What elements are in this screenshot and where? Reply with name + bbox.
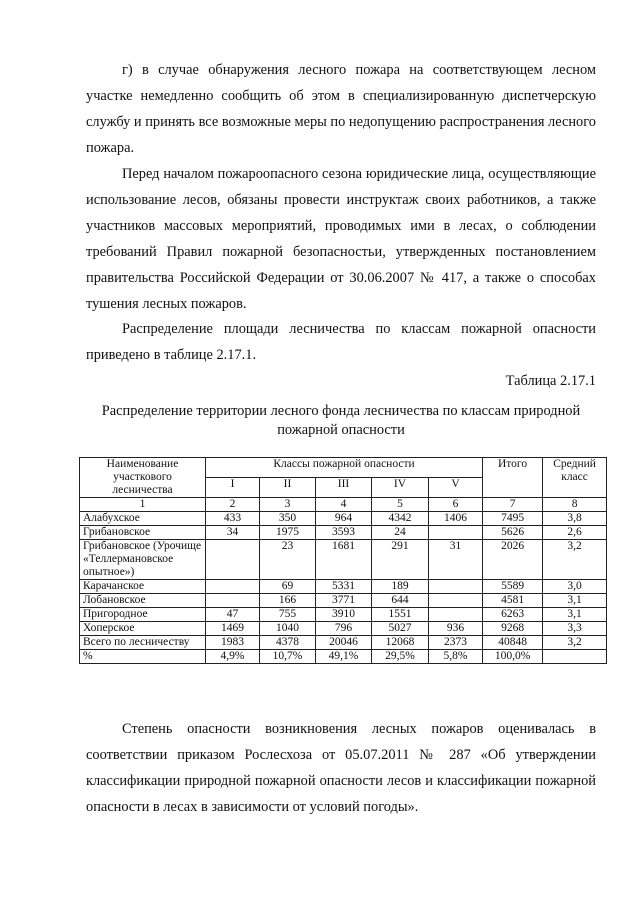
table-row xyxy=(80,608,607,622)
table-cell: 69 xyxy=(260,580,316,594)
table-cell: 3,8 xyxy=(543,512,607,526)
paragraph-table-reference: Распределение площади лесничества по классам пожарной опасности приведено в таблице 2.17.1. xyxy=(86,321,596,363)
index-cell: 6 xyxy=(429,498,483,512)
table-cell xyxy=(429,608,483,622)
table-cell: 31 xyxy=(429,540,483,580)
table-cell: 1406 xyxy=(429,512,483,526)
table-row xyxy=(80,580,607,594)
table-cell: 3910 xyxy=(316,608,372,622)
table-row xyxy=(80,650,607,664)
row-name-cell: Хоперское xyxy=(80,622,206,636)
table-cell: 2,6 xyxy=(543,526,607,540)
table-cell: 4581 xyxy=(483,594,543,608)
index-cell: 2 xyxy=(206,498,260,512)
table-cell: 12068 xyxy=(372,636,429,650)
table-cell: 964 xyxy=(316,512,372,526)
table-cell xyxy=(206,594,260,608)
table-cell: 166 xyxy=(260,594,316,608)
header-class-2: II xyxy=(260,478,316,498)
header-name: Наименование участкового лесничества xyxy=(80,458,206,498)
table-body xyxy=(80,512,607,664)
table-cell: 9268 xyxy=(483,622,543,636)
row-name-cell: Пригородное xyxy=(80,608,206,622)
table-header-row xyxy=(80,458,607,478)
table-cell: 5027 xyxy=(372,622,429,636)
header-avg-class: Средний класс xyxy=(543,458,607,498)
paragraph-fire-season-instruction: Перед началом пожароопасного сезона юридические лица, осуществляющие использование лесов, обязаны провести инструктаж своих работников, а также участников массовых мероприятий, проводимых ими в лесах, о соблюдении требований Правил пожарной безопасностьи, утвержденных постановлением правительства Российской Федерации от 30.06.2007 № 417, а также о способах тушения лесных пожаров. xyxy=(86,166,596,312)
table-cell: 350 xyxy=(260,512,316,526)
table-cell: 1983 xyxy=(206,636,260,650)
table-row xyxy=(80,636,607,650)
table-cell: 34 xyxy=(206,526,260,540)
table-cell: 49,1% xyxy=(316,650,372,664)
table-cell: 3,1 xyxy=(543,608,607,622)
table-cell: 5626 xyxy=(483,526,543,540)
header-class-4: IV xyxy=(372,478,429,498)
table-cell: 433 xyxy=(206,512,260,526)
table-cell xyxy=(206,540,260,580)
table-cell: 3,3 xyxy=(543,622,607,636)
table-row xyxy=(80,512,607,526)
table-cell: 3,1 xyxy=(543,594,607,608)
table-cell: 3,2 xyxy=(543,636,607,650)
header-class-5: V xyxy=(429,478,483,498)
table-cell: 1469 xyxy=(206,622,260,636)
table-row xyxy=(80,540,607,580)
table-cell xyxy=(429,580,483,594)
table-row xyxy=(80,622,607,636)
table-cell: 40848 xyxy=(483,636,543,650)
table-cell xyxy=(429,526,483,540)
table-cell xyxy=(543,650,607,664)
paragraph-fire-reporting: г) в случае обнаружения лесного пожара на соответствующем лесном участке немедленно сообщить об этом в специализированную диспетчерскую службу и принять все возможные меры по недопущению распространения лесного пожара. xyxy=(86,62,596,156)
table-cell: 1040 xyxy=(260,622,316,636)
table-cell: 291 xyxy=(372,540,429,580)
table-cell xyxy=(206,580,260,594)
table-cell: 4342 xyxy=(372,512,429,526)
table-cell: 3,0 xyxy=(543,580,607,594)
row-name-cell: Грибановское xyxy=(80,526,206,540)
table-cell: 47 xyxy=(206,608,260,622)
table-cell: 2026 xyxy=(483,540,543,580)
header-class-3: III xyxy=(316,478,372,498)
index-cell: 5 xyxy=(372,498,429,512)
row-name-cell: Карачанское xyxy=(80,580,206,594)
table-cell: 5,8% xyxy=(429,650,483,664)
table-title: Распределение территории лесного фонда лесничества по классам природной пожарной опасности xyxy=(101,403,581,438)
table-cell: 3593 xyxy=(316,526,372,540)
table-cell: 29,5% xyxy=(372,650,429,664)
table-cell: 4,9% xyxy=(206,650,260,664)
table-index-row xyxy=(80,498,607,512)
row-name-cell: Грибановское (Урочище «Теллермановское опытное») xyxy=(80,540,206,580)
table-cell: 5331 xyxy=(316,580,372,594)
table-cell: 936 xyxy=(429,622,483,636)
index-cell: 4 xyxy=(316,498,372,512)
row-name-cell: Алабухское xyxy=(80,512,206,526)
table-cell: 755 xyxy=(260,608,316,622)
table-cell: 796 xyxy=(316,622,372,636)
header-class-1: I xyxy=(206,478,260,498)
table-cell: 1975 xyxy=(260,526,316,540)
paragraph-classification-order: Степень опасности возникновения лесных пожаров оценивалась в соответствии приказом Рослесхоза от 05.07.2011 № 287 «Об утверждении классификации природной пожарной опасности лесов и классификации пожарной опасности в лесах в зависимости от условий погоды». xyxy=(86,721,596,815)
index-cell: 7 xyxy=(483,498,543,512)
row-name-cell: Лобановское xyxy=(80,594,206,608)
table-cell xyxy=(429,594,483,608)
table-cell: 3,2 xyxy=(543,540,607,580)
table-cell: 23 xyxy=(260,540,316,580)
table-cell: 7495 xyxy=(483,512,543,526)
header-classes: Классы пожарной опасности xyxy=(206,458,483,478)
table-cell: 20046 xyxy=(316,636,372,650)
table-cell: 100,0% xyxy=(483,650,543,664)
table-cell: 6263 xyxy=(483,608,543,622)
table-cell: 2373 xyxy=(429,636,483,650)
row-name-cell: Всего по лесничеству xyxy=(80,636,206,650)
header-total: Итого xyxy=(483,458,543,498)
table-cell: 10,7% xyxy=(260,650,316,664)
table-cell: 1681 xyxy=(316,540,372,580)
row-name-cell: % xyxy=(80,650,206,664)
table-cell: 24 xyxy=(372,526,429,540)
table-row xyxy=(80,526,607,540)
index-cell: 3 xyxy=(260,498,316,512)
table-cell: 5589 xyxy=(483,580,543,594)
table-cell: 4378 xyxy=(260,636,316,650)
table-cell: 1551 xyxy=(372,608,429,622)
index-cell: 1 xyxy=(80,498,206,512)
table-cell: 189 xyxy=(372,580,429,594)
index-cell: 8 xyxy=(543,498,607,512)
table-cell: 644 xyxy=(372,594,429,608)
fire-danger-table xyxy=(79,457,607,664)
table-row xyxy=(80,594,607,608)
table-number: Таблица 2.17.1 xyxy=(505,373,596,389)
table-cell: 3771 xyxy=(316,594,372,608)
